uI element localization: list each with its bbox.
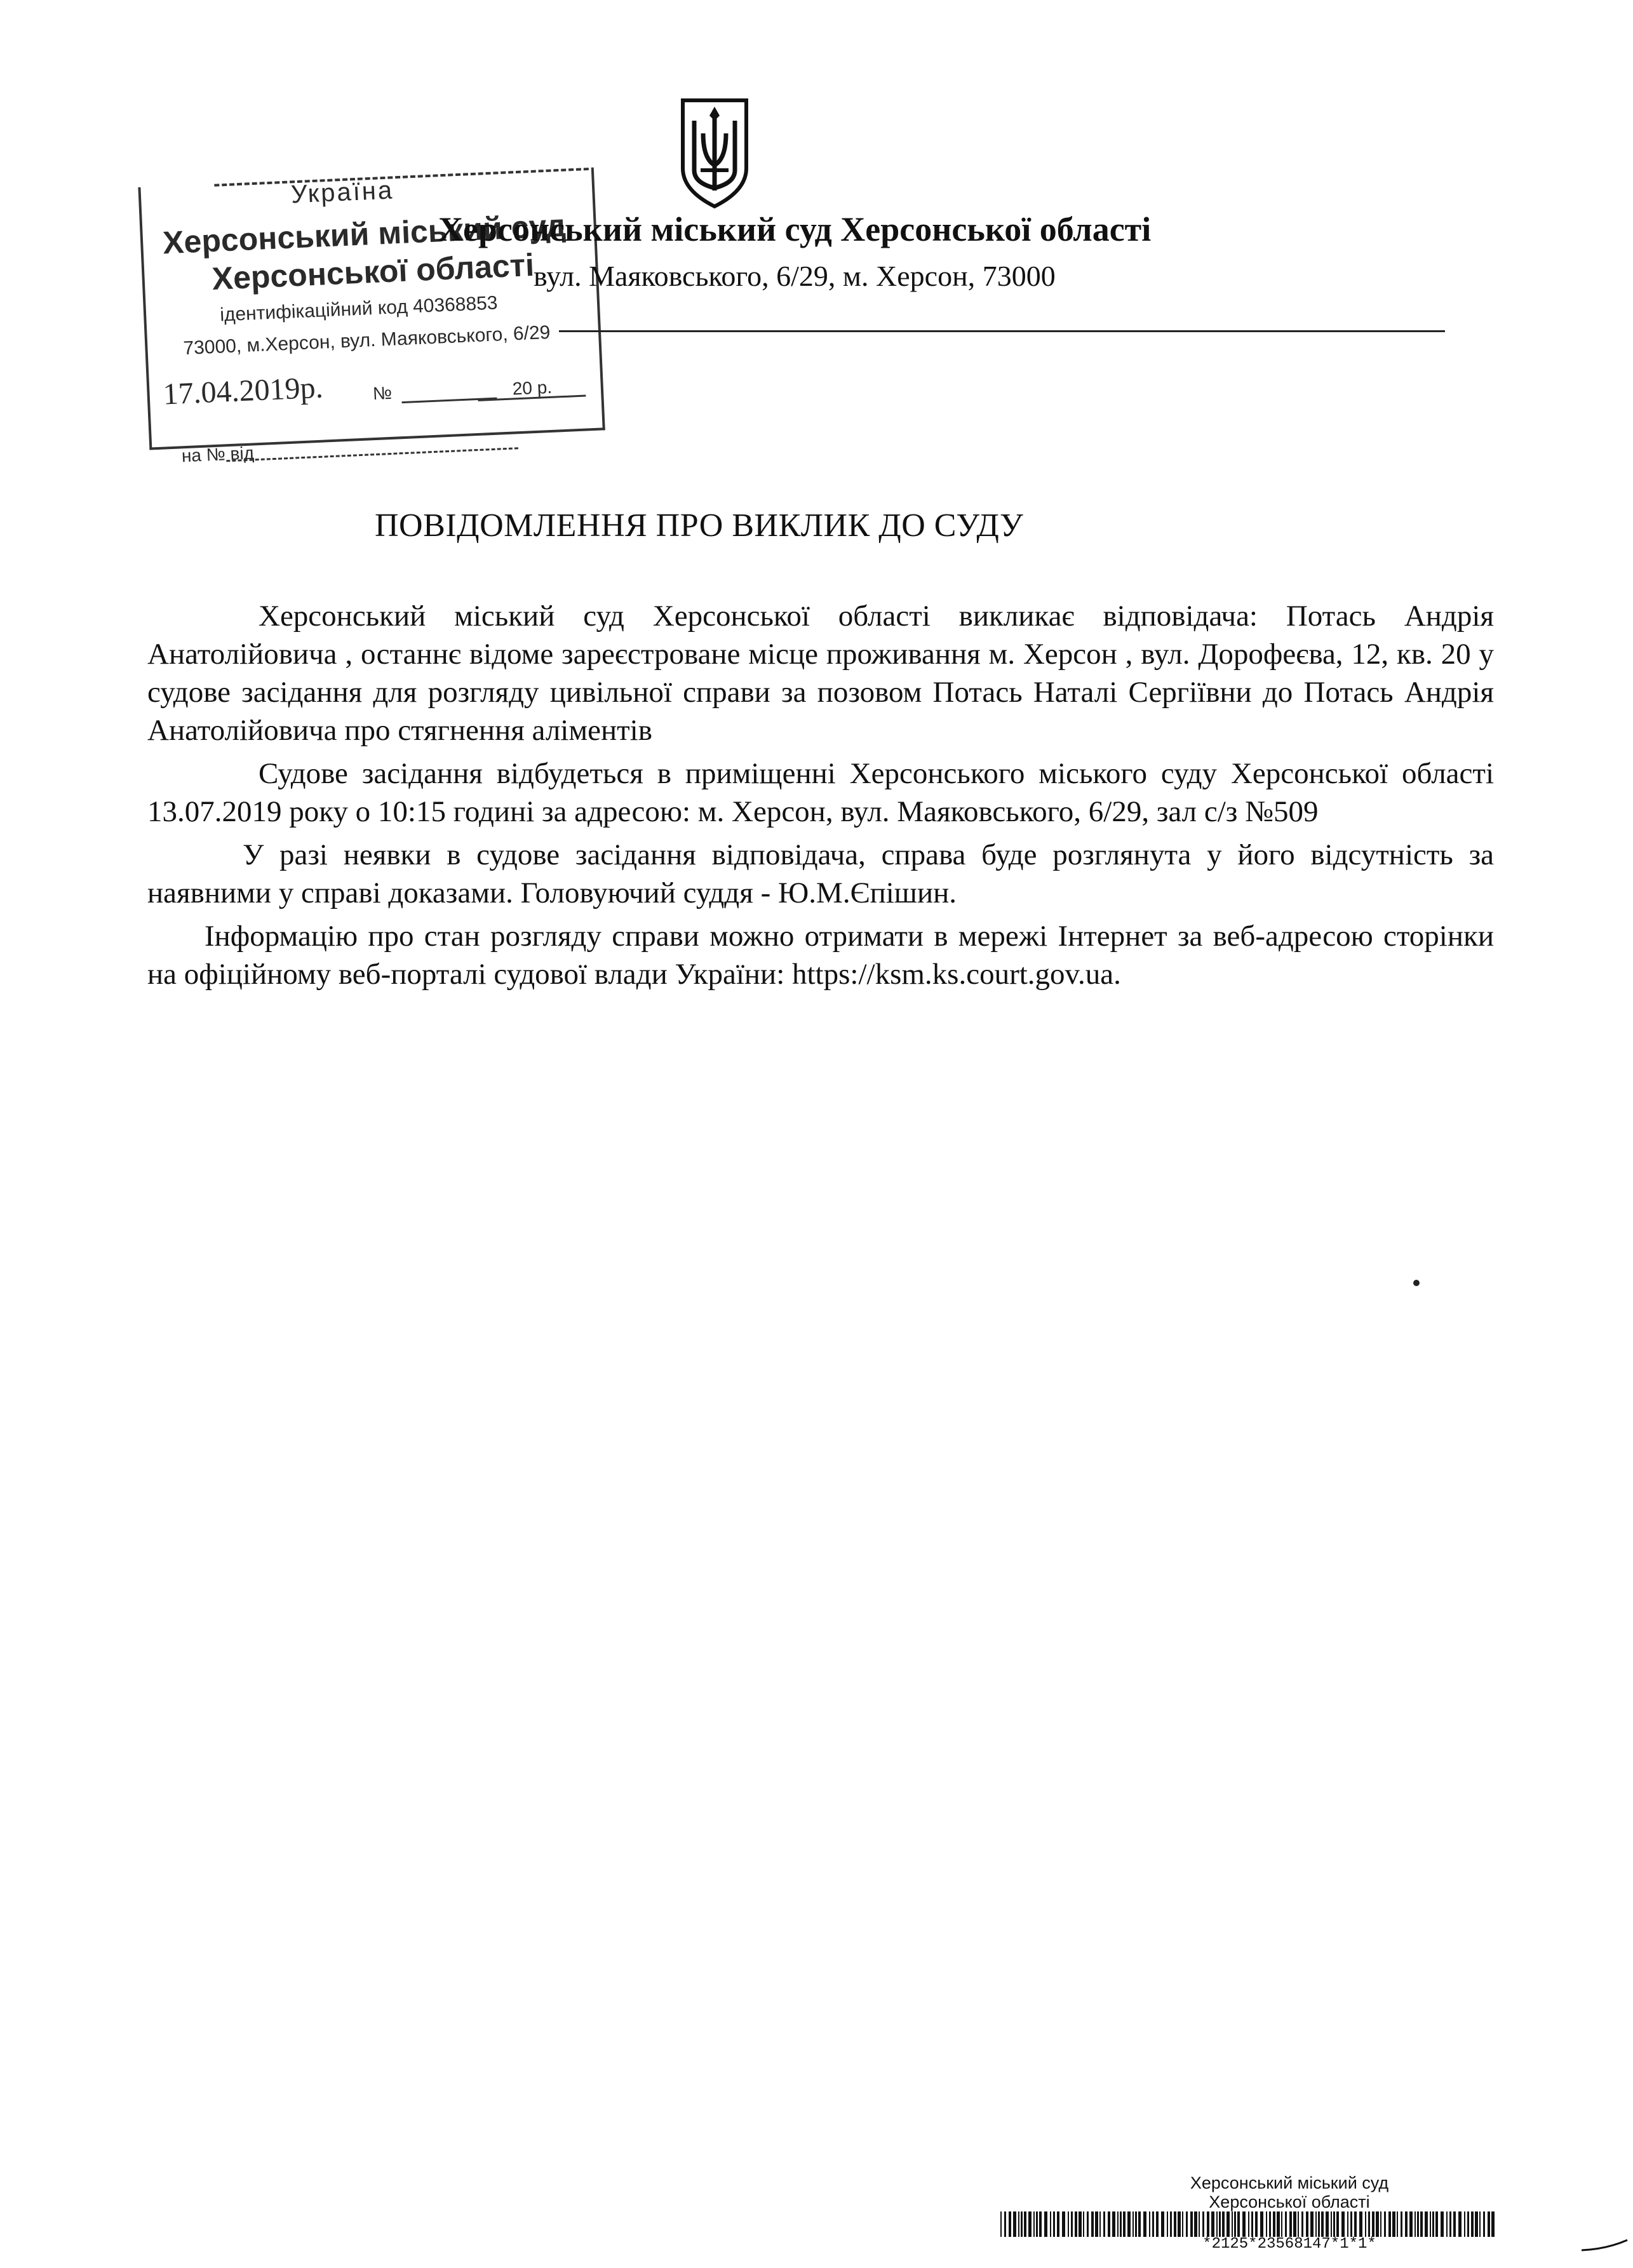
- footer-court-line2: Херсонської області: [1209, 2192, 1370, 2211]
- barcode-icon: [1000, 2211, 1496, 2237]
- stamp-year-label: 20 р.: [512, 377, 553, 399]
- registration-stamp: [137, 132, 617, 483]
- stamp-number-label: №: [372, 382, 393, 404]
- stamp-reference-label: на № від: [181, 443, 255, 466]
- stamp-code: ідентифікаційний код 40368853: [219, 292, 499, 326]
- footer-court-name: [1131, 2173, 1448, 2211]
- court-address: вул. Маяковського, 6/29, м. Херсон, 73000: [534, 260, 1056, 292]
- stamp-date: 17.04.2019р.: [162, 370, 324, 412]
- corner-mark: [1582, 2239, 1629, 2251]
- court-name: Херсонський міський суд Херсонської області: [438, 210, 1152, 248]
- header-divider: [559, 330, 1445, 332]
- stamp-country: Україна: [290, 176, 394, 209]
- paragraph-info: Інформацію про стан розгляду справи можно отримати в мережі Інтернет за веб-адресою сторінки на офіційному веб-порталі судової влади України: https://ksm.ks.court.gov.ua.: [147, 920, 1494, 991]
- notice-body: [147, 597, 1494, 998]
- stamp-region: Херсонської області: [211, 246, 535, 297]
- stamp-reference-line: [226, 447, 518, 462]
- stamp-court: Херсонський міський суд: [162, 207, 567, 261]
- paragraph-summons: Херсонський міський суд Херсонської області викликає відповідача: Потась Андрія Анатолійовича , останнє відоме зареєстроване місце проживання м. Херсон , вул. Дорофеєва, 12, кв. 20 у судове засідання для розгляду цивільної справи за позовом Потась Наталі Сергіївни до Потась Андрія Анатолійовича про стягнення аліментів: [147, 600, 1494, 747]
- paragraph-absence: У разі неявки в судове засідання відповідача, справа буде розглянута у його відсутність за наявними у справі доказами. Головуючий суддя - Ю.М.Єпішин.: [147, 838, 1494, 909]
- paragraph-hearing: Судове засідання відбудеться в приміщенні Херсонського міського суду Херсонської області 13.07.2019 року о 10:15 годині за адресою: м. Херсон, вул. Маяковського, 6/29, зал с/з №509: [147, 757, 1494, 828]
- coat-of-arms-icon: [676, 95, 753, 210]
- footer-court-line1: Херсонський міський суд: [1190, 2173, 1389, 2192]
- scan-dot: [1413, 1280, 1420, 1286]
- document-title: ПОВІДОМЛЕННЯ ПРО ВИКЛИК ДО СУДУ: [375, 507, 1024, 544]
- barcode-number: *2125*23568147*1*1*: [1202, 2236, 1376, 2253]
- stamp-street: 73000, м.Херсон, вул. Маяковського, 6/29: [182, 321, 551, 359]
